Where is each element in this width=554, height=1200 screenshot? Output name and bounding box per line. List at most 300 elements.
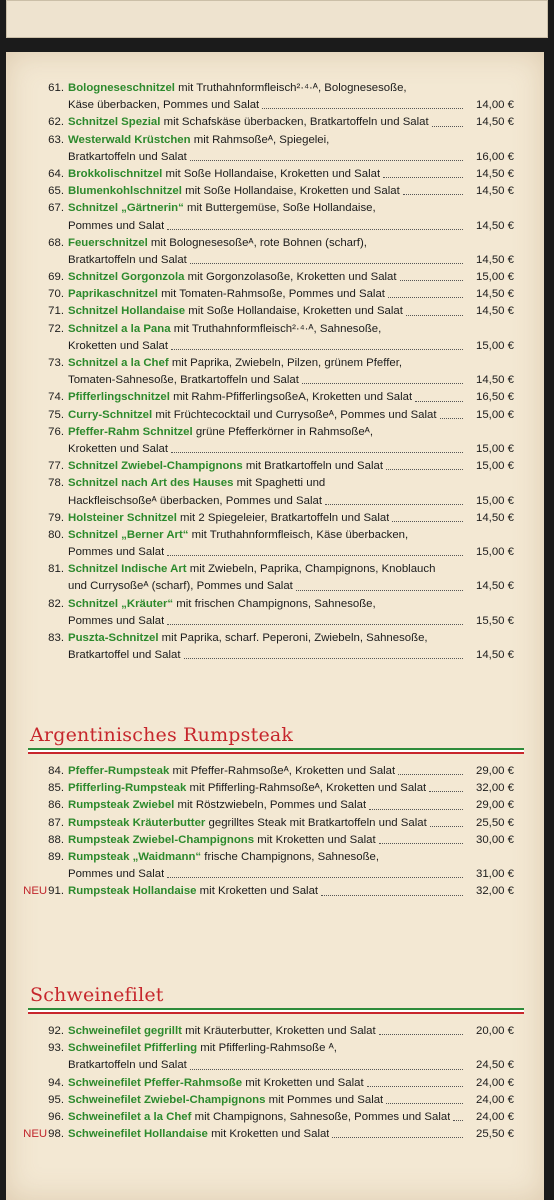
menu-item-line bbox=[48, 166, 514, 183]
menu-item bbox=[48, 763, 514, 780]
item-number bbox=[48, 527, 64, 544]
dot-leader bbox=[415, 389, 463, 401]
price: 24,00 € bbox=[475, 1110, 514, 1123]
item-number-text: 75. bbox=[48, 408, 64, 421]
dot-leader bbox=[325, 493, 463, 505]
dot-leader bbox=[379, 832, 463, 844]
menu-item-line bbox=[48, 1023, 514, 1040]
price: 14,50 € bbox=[475, 374, 514, 387]
item-number bbox=[48, 286, 64, 303]
item-text bbox=[68, 815, 427, 832]
dot-leader bbox=[190, 149, 463, 161]
item-text bbox=[68, 458, 383, 475]
dish-description: mit Kroketten und Salat bbox=[196, 885, 319, 898]
price: 32,00 € bbox=[475, 885, 514, 898]
dish-name: Blumenkohlschnitzel bbox=[68, 185, 182, 198]
tricolor-divider bbox=[28, 1008, 524, 1014]
menu-item-line bbox=[68, 252, 514, 269]
dish-description: mit Pommes und Salat bbox=[265, 1093, 384, 1106]
item-number-text: 91. bbox=[48, 885, 64, 898]
price: 15,00 € bbox=[475, 546, 514, 559]
dish-description: mit Pfeffer-Rahmsoßeᴬ, Kroketten und Salat bbox=[169, 765, 396, 777]
item-number bbox=[48, 114, 64, 131]
menu-item bbox=[48, 797, 514, 814]
dot-leader bbox=[403, 183, 463, 195]
dish-name: Pfifferling-Rumpsteak bbox=[68, 782, 187, 795]
item-number bbox=[48, 630, 64, 647]
dish-description: mit Tomaten-Rahmsoße, Pommes und Salat bbox=[157, 288, 385, 301]
item-text bbox=[68, 510, 389, 527]
item-number bbox=[48, 1092, 64, 1109]
menu-item bbox=[48, 458, 514, 475]
menu-item bbox=[48, 183, 514, 200]
menu-item-line bbox=[48, 596, 514, 613]
dish-description: mit Rahmsoßeᴬ, Spiegelei, bbox=[190, 133, 330, 146]
item-number-text: 69. bbox=[48, 271, 64, 284]
dot-leader bbox=[453, 1109, 463, 1121]
price: 15,00 € bbox=[475, 339, 514, 352]
menu-item-line bbox=[68, 372, 514, 389]
dot-leader bbox=[406, 303, 463, 315]
item-number-text: 72. bbox=[48, 322, 64, 335]
item-text bbox=[68, 596, 376, 613]
dish-description: Pommes und Salat bbox=[68, 219, 165, 232]
dot-leader bbox=[167, 866, 463, 878]
new-badge: NEU bbox=[23, 1128, 48, 1141]
dot-leader bbox=[332, 1126, 463, 1138]
item-text bbox=[68, 866, 164, 883]
menu-item-line bbox=[48, 286, 514, 303]
price: 25,50 € bbox=[475, 816, 514, 829]
dish-description: mit Pfifferling-Rahmsoßeᴬ, Kroketten und Salat bbox=[186, 782, 427, 795]
section-title-rumpsteak: Argentinisches Rumpsteak bbox=[30, 724, 294, 746]
tricolor-divider bbox=[28, 748, 524, 754]
item-number bbox=[48, 797, 64, 814]
menu-item-line bbox=[48, 561, 514, 578]
dot-leader bbox=[190, 1057, 463, 1069]
dish-description: mit Soße Hollandaise, Kroketten und Salat bbox=[181, 185, 400, 198]
price: 15,00 € bbox=[475, 460, 514, 473]
menu-item-line bbox=[68, 1057, 514, 1074]
dish-description: mit Früchtecocktail und Currysoßeᴬ, Pommes und Salat bbox=[152, 408, 437, 421]
menu-item-line bbox=[48, 114, 514, 131]
dish-name: Brokkolischnitzel bbox=[68, 167, 163, 180]
item-text bbox=[68, 286, 385, 303]
price: 14,50 € bbox=[475, 219, 514, 232]
item-number-text: 77. bbox=[48, 460, 64, 473]
item-text bbox=[68, 630, 428, 647]
item-number-text: 73. bbox=[48, 357, 64, 369]
price: 32,00 € bbox=[475, 782, 514, 795]
menu-item-line bbox=[48, 1075, 514, 1092]
dish-name: Schnitzel Indische Art bbox=[68, 563, 187, 576]
menu-item-line bbox=[48, 458, 514, 475]
dish-name: Schweinefilet Pfeffer-Rahmsoße bbox=[68, 1076, 243, 1089]
item-number bbox=[48, 200, 64, 217]
menu-item-line bbox=[48, 200, 514, 217]
dish-description: mit Champignons, Sahnesoße, Pommes und Salat bbox=[191, 1110, 451, 1123]
item-text bbox=[68, 1057, 187, 1074]
dot-leader bbox=[171, 441, 463, 453]
item-number bbox=[48, 80, 64, 97]
dish-description: Käse überbacken, Pommes und Salat bbox=[68, 99, 260, 112]
rumpsteak-list bbox=[23, 763, 514, 901]
price: 30,00 € bbox=[475, 833, 514, 846]
price: 14,50 € bbox=[475, 167, 514, 180]
dish-description: mit Schafskäse überbacken, Bratkartoffeln und Salat bbox=[160, 116, 429, 129]
item-text bbox=[68, 338, 168, 355]
menu-item-line bbox=[68, 441, 514, 458]
dish-name: Schnitzel a la Pana bbox=[68, 322, 171, 335]
dot-leader bbox=[367, 1075, 463, 1087]
item-number bbox=[48, 763, 64, 780]
menu-item-line bbox=[48, 389, 514, 406]
menu-item bbox=[48, 286, 514, 303]
item-number bbox=[48, 424, 64, 441]
menu-item-line bbox=[68, 544, 514, 561]
item-text bbox=[68, 1040, 337, 1057]
menu-item-line bbox=[48, 849, 514, 866]
item-number-text: 61. bbox=[48, 82, 64, 94]
dish-name: Rumpsteak Hollandaise bbox=[68, 885, 197, 898]
item-number bbox=[48, 596, 64, 613]
item-number bbox=[48, 780, 64, 797]
dish-description: mit Bolognesesoßeᴬ, rote Bohnen (scharf), bbox=[147, 236, 367, 249]
menu-item-line bbox=[48, 1109, 514, 1126]
menu-item-line bbox=[68, 338, 514, 355]
dish-description: gegrilltes Steak mit Bratkartoffeln und Salat bbox=[205, 816, 427, 829]
item-text bbox=[68, 269, 397, 286]
dish-name: Puszta-Schnitzel bbox=[68, 632, 159, 644]
item-number-text: 83. bbox=[48, 632, 64, 644]
item-number-text: 68. bbox=[48, 236, 64, 249]
item-text bbox=[68, 441, 168, 458]
dish-description: mit Paprika, scharf. Peperoni, Zwiebeln, Sahnesoße, bbox=[158, 632, 428, 644]
menu-item bbox=[48, 166, 514, 183]
menu-item-line bbox=[68, 218, 514, 235]
item-text bbox=[68, 200, 376, 217]
item-number bbox=[48, 235, 64, 252]
dish-description: mit frischen Champignons, Sahnesoße, bbox=[173, 597, 376, 610]
item-text bbox=[68, 493, 322, 510]
menu-item bbox=[48, 303, 514, 320]
dot-leader bbox=[167, 613, 463, 625]
dish-name: Rumpsteak „Waidmann“ bbox=[68, 850, 202, 863]
dish-description: Kroketten und Salat bbox=[68, 339, 169, 352]
dish-description: Bratkartoffeln und Salat bbox=[68, 150, 187, 163]
item-text bbox=[68, 527, 408, 544]
price: 14,50 € bbox=[475, 288, 514, 301]
item-text bbox=[68, 613, 164, 630]
item-number-text: 95. bbox=[48, 1093, 64, 1106]
item-text bbox=[68, 321, 381, 338]
item-text bbox=[68, 183, 400, 200]
item-text bbox=[68, 166, 380, 183]
dot-leader bbox=[302, 372, 463, 384]
dish-name: Pfeffer-Rahm Schnitzel bbox=[68, 425, 193, 438]
item-number-text: 87. bbox=[48, 816, 64, 829]
menu-item bbox=[48, 510, 514, 527]
item-text bbox=[68, 389, 412, 406]
dish-description: Pommes und Salat bbox=[68, 546, 165, 559]
menu-item bbox=[48, 424, 514, 458]
item-number bbox=[48, 407, 64, 424]
item-number bbox=[48, 832, 64, 849]
item-text bbox=[68, 97, 259, 114]
item-number-text: 80. bbox=[48, 528, 64, 541]
menu-item bbox=[48, 815, 514, 832]
price: 16,50 € bbox=[475, 391, 514, 404]
dot-leader bbox=[400, 269, 463, 281]
dish-name: Schnitzel Gorgonzola bbox=[68, 271, 185, 284]
item-number-text: 64. bbox=[48, 167, 64, 180]
dish-name: Rumpsteak Zwiebel bbox=[68, 799, 175, 812]
price: 24,00 € bbox=[475, 1076, 514, 1089]
item-number-text: 76. bbox=[48, 425, 64, 438]
item-number bbox=[48, 1109, 64, 1126]
price: 14,50 € bbox=[475, 580, 514, 593]
menu-item bbox=[48, 832, 514, 849]
price: 14,50 € bbox=[475, 649, 514, 662]
menu-item-line bbox=[48, 832, 514, 849]
item-text bbox=[68, 149, 187, 166]
dish-description: mit Rahm-PfifferlingsoßeA, Kroketten und Salat bbox=[169, 391, 413, 404]
dish-name: Westerwald Krüstchen bbox=[68, 133, 191, 146]
dish-description: mit Kroketten und Salat bbox=[242, 1076, 364, 1089]
item-text bbox=[68, 1092, 383, 1109]
dish-name: Schnitzel Hollandaise bbox=[68, 305, 186, 318]
item-text bbox=[68, 797, 366, 814]
menu-item-line bbox=[48, 780, 514, 797]
item-text bbox=[68, 1075, 364, 1092]
price: 31,00 € bbox=[475, 868, 514, 881]
menu-item-line bbox=[68, 647, 514, 664]
menu-item bbox=[48, 389, 514, 406]
dish-name: Schweinefilet Hollandaise bbox=[68, 1128, 208, 1141]
dish-description: mit Röstzwiebeln, Pommes und Salat bbox=[174, 799, 367, 812]
item-number-text: 62. bbox=[48, 116, 64, 129]
menu-item-line bbox=[48, 630, 514, 647]
menu-item bbox=[48, 114, 514, 131]
item-text bbox=[68, 763, 395, 780]
item-number-text: 79. bbox=[48, 511, 64, 524]
dish-description: Pommes und Salat bbox=[68, 868, 165, 881]
menu-item bbox=[48, 269, 514, 286]
item-text bbox=[68, 780, 426, 797]
menu-item bbox=[48, 1092, 514, 1109]
dish-description: mit Truthahnformfleisch, Käse überbacken, bbox=[188, 528, 409, 541]
item-number-text: 67. bbox=[48, 202, 64, 215]
dot-leader bbox=[190, 252, 463, 264]
price: 14,50 € bbox=[475, 253, 514, 266]
menu-item-line bbox=[48, 763, 514, 780]
item-number-text: 78. bbox=[48, 477, 64, 490]
item-number-text: 65. bbox=[48, 185, 64, 198]
menu-item-line bbox=[48, 321, 514, 338]
dish-description: mit Truthahnformfleisch²·⁴·ᴬ, Sahnesoße, bbox=[170, 322, 382, 335]
item-text bbox=[68, 235, 367, 252]
item-number bbox=[48, 389, 64, 406]
item-number bbox=[48, 561, 64, 578]
item-number-text: 96. bbox=[48, 1110, 64, 1123]
item-number bbox=[23, 883, 64, 900]
item-text bbox=[68, 132, 329, 149]
menu-item-line bbox=[48, 1092, 514, 1109]
item-number bbox=[48, 815, 64, 832]
dot-leader bbox=[369, 797, 463, 809]
dish-name: Schweinefilet Pfifferling bbox=[68, 1042, 198, 1055]
dot-leader bbox=[440, 407, 463, 419]
menu-item-line bbox=[48, 407, 514, 424]
menu-item-line bbox=[48, 424, 514, 441]
price: 15,50 € bbox=[475, 614, 514, 627]
menu-item bbox=[48, 407, 514, 424]
price: 14,00 € bbox=[475, 99, 514, 112]
item-number bbox=[48, 303, 64, 320]
dish-name: Schweinefilet a la Chef bbox=[68, 1110, 192, 1123]
menu-item bbox=[48, 475, 514, 509]
dot-leader bbox=[388, 286, 463, 298]
previous-page-edge bbox=[6, 0, 548, 38]
menu-item-line bbox=[48, 527, 514, 544]
menu-item bbox=[48, 321, 514, 355]
dish-description: Bratkartoffeln und Salat bbox=[68, 253, 187, 266]
item-text bbox=[68, 1109, 450, 1126]
new-badge: NEU bbox=[23, 885, 48, 898]
price: 29,00 € bbox=[475, 799, 514, 812]
item-number-text: 88. bbox=[48, 833, 64, 846]
item-text bbox=[68, 218, 164, 235]
dish-description: mit Soße Hollandaise, Kroketten und Salat bbox=[185, 305, 403, 318]
item-number bbox=[48, 183, 64, 200]
dish-name: Feuerschnitzel bbox=[68, 236, 148, 249]
menu-item-line bbox=[48, 303, 514, 320]
item-number bbox=[48, 458, 64, 475]
dot-leader bbox=[386, 458, 463, 470]
dot-leader bbox=[379, 1023, 463, 1035]
item-text bbox=[68, 832, 376, 849]
menu-item-line bbox=[48, 235, 514, 252]
menu-item-line bbox=[48, 1040, 514, 1057]
item-number bbox=[48, 1075, 64, 1092]
menu-item-line bbox=[48, 183, 514, 200]
price: 15,00 € bbox=[475, 442, 514, 455]
menu-item bbox=[48, 200, 514, 234]
dot-leader bbox=[430, 815, 463, 827]
item-text bbox=[68, 252, 187, 269]
dish-description: mit Paprika, Zwiebeln, Pilzen, grünem Pfeffer, bbox=[168, 357, 403, 369]
item-number-text: 63. bbox=[48, 133, 64, 146]
dot-leader bbox=[432, 114, 463, 126]
schweinefilet-list bbox=[23, 1023, 514, 1143]
dot-leader bbox=[171, 338, 463, 350]
dish-description: mit 2 Spiegeleier, Bratkartoffeln und Salat bbox=[176, 511, 390, 524]
menu-item bbox=[48, 132, 514, 166]
item-number bbox=[48, 510, 64, 527]
dish-description: Bratkartoffeln und Salat bbox=[68, 1059, 187, 1072]
menu-item bbox=[48, 596, 514, 630]
item-number-text: 93. bbox=[48, 1042, 64, 1055]
dot-leader bbox=[184, 647, 464, 659]
dish-name: Bologneseschnitzel bbox=[68, 82, 175, 94]
item-text bbox=[68, 303, 403, 320]
item-text bbox=[68, 578, 293, 595]
item-text bbox=[68, 372, 299, 389]
menu-item bbox=[48, 1075, 514, 1092]
menu-item bbox=[48, 780, 514, 797]
dot-leader bbox=[321, 883, 463, 895]
item-number bbox=[48, 1023, 64, 1040]
dot-leader bbox=[167, 544, 463, 556]
item-text bbox=[68, 407, 437, 424]
dish-description: Bratkartoffel und Salat bbox=[68, 649, 181, 662]
dish-description: grüne Pfefferkörner in Rahmsoßeᴬ, bbox=[192, 425, 374, 438]
menu-item bbox=[48, 849, 514, 883]
menu-item-line bbox=[68, 866, 514, 883]
price: 15,00 € bbox=[475, 271, 514, 284]
dish-description: mit Zwiebeln, Paprika, Champignons, Knoblauch bbox=[186, 563, 436, 576]
dish-description: mit Gorgonzolasoße, Kroketten und Salat bbox=[184, 271, 397, 284]
schnitzel-list bbox=[48, 80, 514, 664]
dish-name: Rumpsteak Zwiebel-Champignons bbox=[68, 833, 255, 846]
dish-name: Schnitzel „Gärtnerin“ bbox=[68, 202, 184, 215]
dot-leader bbox=[398, 763, 463, 775]
menu-item-line bbox=[48, 355, 514, 372]
menu-item-line bbox=[48, 80, 514, 97]
menu-item-line bbox=[23, 883, 514, 900]
dish-name: Schweinefilet Zwiebel-Champignons bbox=[68, 1093, 266, 1106]
section-title-schweinefilet: Schweinefilet bbox=[30, 984, 164, 1006]
dish-description: mit Truthahnformfleisch²·⁴·ᴬ, Bolognesesoße, bbox=[174, 82, 407, 94]
dish-description: frische Champignons, Sahnesoße, bbox=[201, 850, 380, 863]
dot-leader bbox=[392, 510, 463, 522]
item-number-text: 94. bbox=[48, 1076, 64, 1089]
dish-name: Paprikaschnitzel bbox=[68, 288, 158, 301]
item-number-text: 71. bbox=[48, 305, 64, 318]
price: 15,00 € bbox=[475, 408, 514, 421]
menu-item bbox=[48, 561, 514, 595]
menu-item bbox=[23, 883, 514, 900]
price: 14,50 € bbox=[475, 511, 514, 524]
item-number bbox=[48, 269, 64, 286]
dish-description: Tomaten-Sahnesoße, Bratkartoffeln und Salat bbox=[68, 374, 299, 387]
item-number bbox=[48, 355, 64, 372]
price: 15,00 € bbox=[475, 494, 514, 507]
item-text bbox=[68, 114, 429, 131]
dish-description: mit Kräuterbutter, Kroketten und Salat bbox=[181, 1025, 376, 1037]
item-number-text: 85. bbox=[48, 782, 64, 795]
menu-page bbox=[6, 52, 544, 1200]
menu-item-line bbox=[68, 97, 514, 114]
item-text bbox=[68, 355, 402, 372]
dot-leader bbox=[386, 1092, 463, 1104]
item-text bbox=[68, 849, 379, 866]
dish-name: Holsteiner Schnitzel bbox=[68, 511, 177, 524]
item-number-text: 89. bbox=[48, 850, 64, 863]
item-text bbox=[68, 883, 318, 900]
dish-name: Schnitzel nach Art des Hauses bbox=[68, 477, 234, 490]
menu-item-line bbox=[68, 578, 514, 595]
item-number-text: 86. bbox=[48, 799, 64, 812]
dish-description: mit Kroketten und Salat bbox=[254, 833, 376, 846]
item-number bbox=[48, 321, 64, 338]
menu-item-line bbox=[68, 613, 514, 630]
price: 14,50 € bbox=[475, 305, 514, 318]
dish-description: mit Soße Hollandaise, Kroketten und Salat bbox=[162, 167, 381, 180]
dish-description: Hackfleischsoßeᴬ überbacken, Pommes und Salat bbox=[68, 494, 322, 507]
item-text bbox=[68, 544, 164, 561]
item-number bbox=[48, 166, 64, 183]
